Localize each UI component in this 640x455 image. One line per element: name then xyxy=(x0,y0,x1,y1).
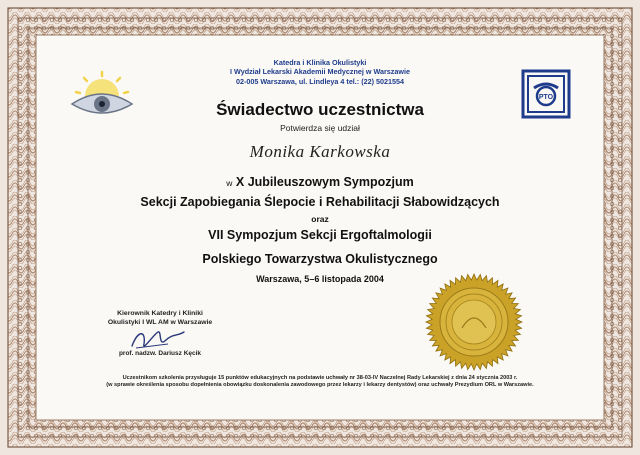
certificate-subtitle: Potwierdza się udział xyxy=(280,123,360,133)
pto-logo-text: PTO xyxy=(538,94,554,101)
handwritten-signature xyxy=(128,326,188,352)
certificate-title: Świadectwo uczestnictwa xyxy=(216,100,424,119)
place-date: Warszawa, 5–6 listopada 2004 xyxy=(256,274,384,284)
event-name-1: X Jubileuszowym Sympozjum xyxy=(235,175,414,189)
event-prefix: w xyxy=(226,178,233,188)
participant-name: Monika Karkowska xyxy=(249,142,391,161)
event-line-1 xyxy=(60,175,580,189)
signer-name: prof. nadzw. Dariusz Kęcik xyxy=(118,350,202,357)
header-line-2: I Wydział Lekarski Akademii Medycznej w Warszawie xyxy=(230,67,410,76)
pto-emblem-icon xyxy=(520,68,572,120)
gold-seal-icon xyxy=(420,272,528,372)
footer-line-1: Uczestnikom szkolenia przysługuje 15 punktów edukacyjnych na podstawie uchwały nr 38-03-IV Naczelnej Rady Lekarskiej z dnia 24 stycznia 2003 r. xyxy=(122,375,518,381)
footer-line-2: (w sprawie określenia sposobu dopełnienia obowiązku doskonalenia zawodowego przez lekarzy i lekarzy dentystów) oraz uchwały Prezydium ORL w Warszawie. xyxy=(106,382,534,388)
event-line-4: Polskiego Towarzystwa Okulistycznego xyxy=(202,252,438,266)
eye-sun-icon xyxy=(62,70,142,125)
header-line-1: Katedra i Klinika Okulistyki xyxy=(273,58,367,67)
event-connector: oraz xyxy=(311,214,329,224)
event-line-2: Sekcji Zapobiegania Ślepocie i Rehabilitacji Słabowidzących xyxy=(140,195,500,209)
signer-role-line-2: Okulistyki I WL AM w Warszawie xyxy=(107,319,213,326)
signer-role-line-1: Kierownik Katedry i Kliniki xyxy=(117,310,203,317)
event-line-3: VII Sympozjum Sekcji Ergoftalmologii xyxy=(208,228,432,242)
header-line-3: 02-005 Warszawa, ul. Lindleya 4 tel.: (22) 5021554 xyxy=(236,77,404,86)
